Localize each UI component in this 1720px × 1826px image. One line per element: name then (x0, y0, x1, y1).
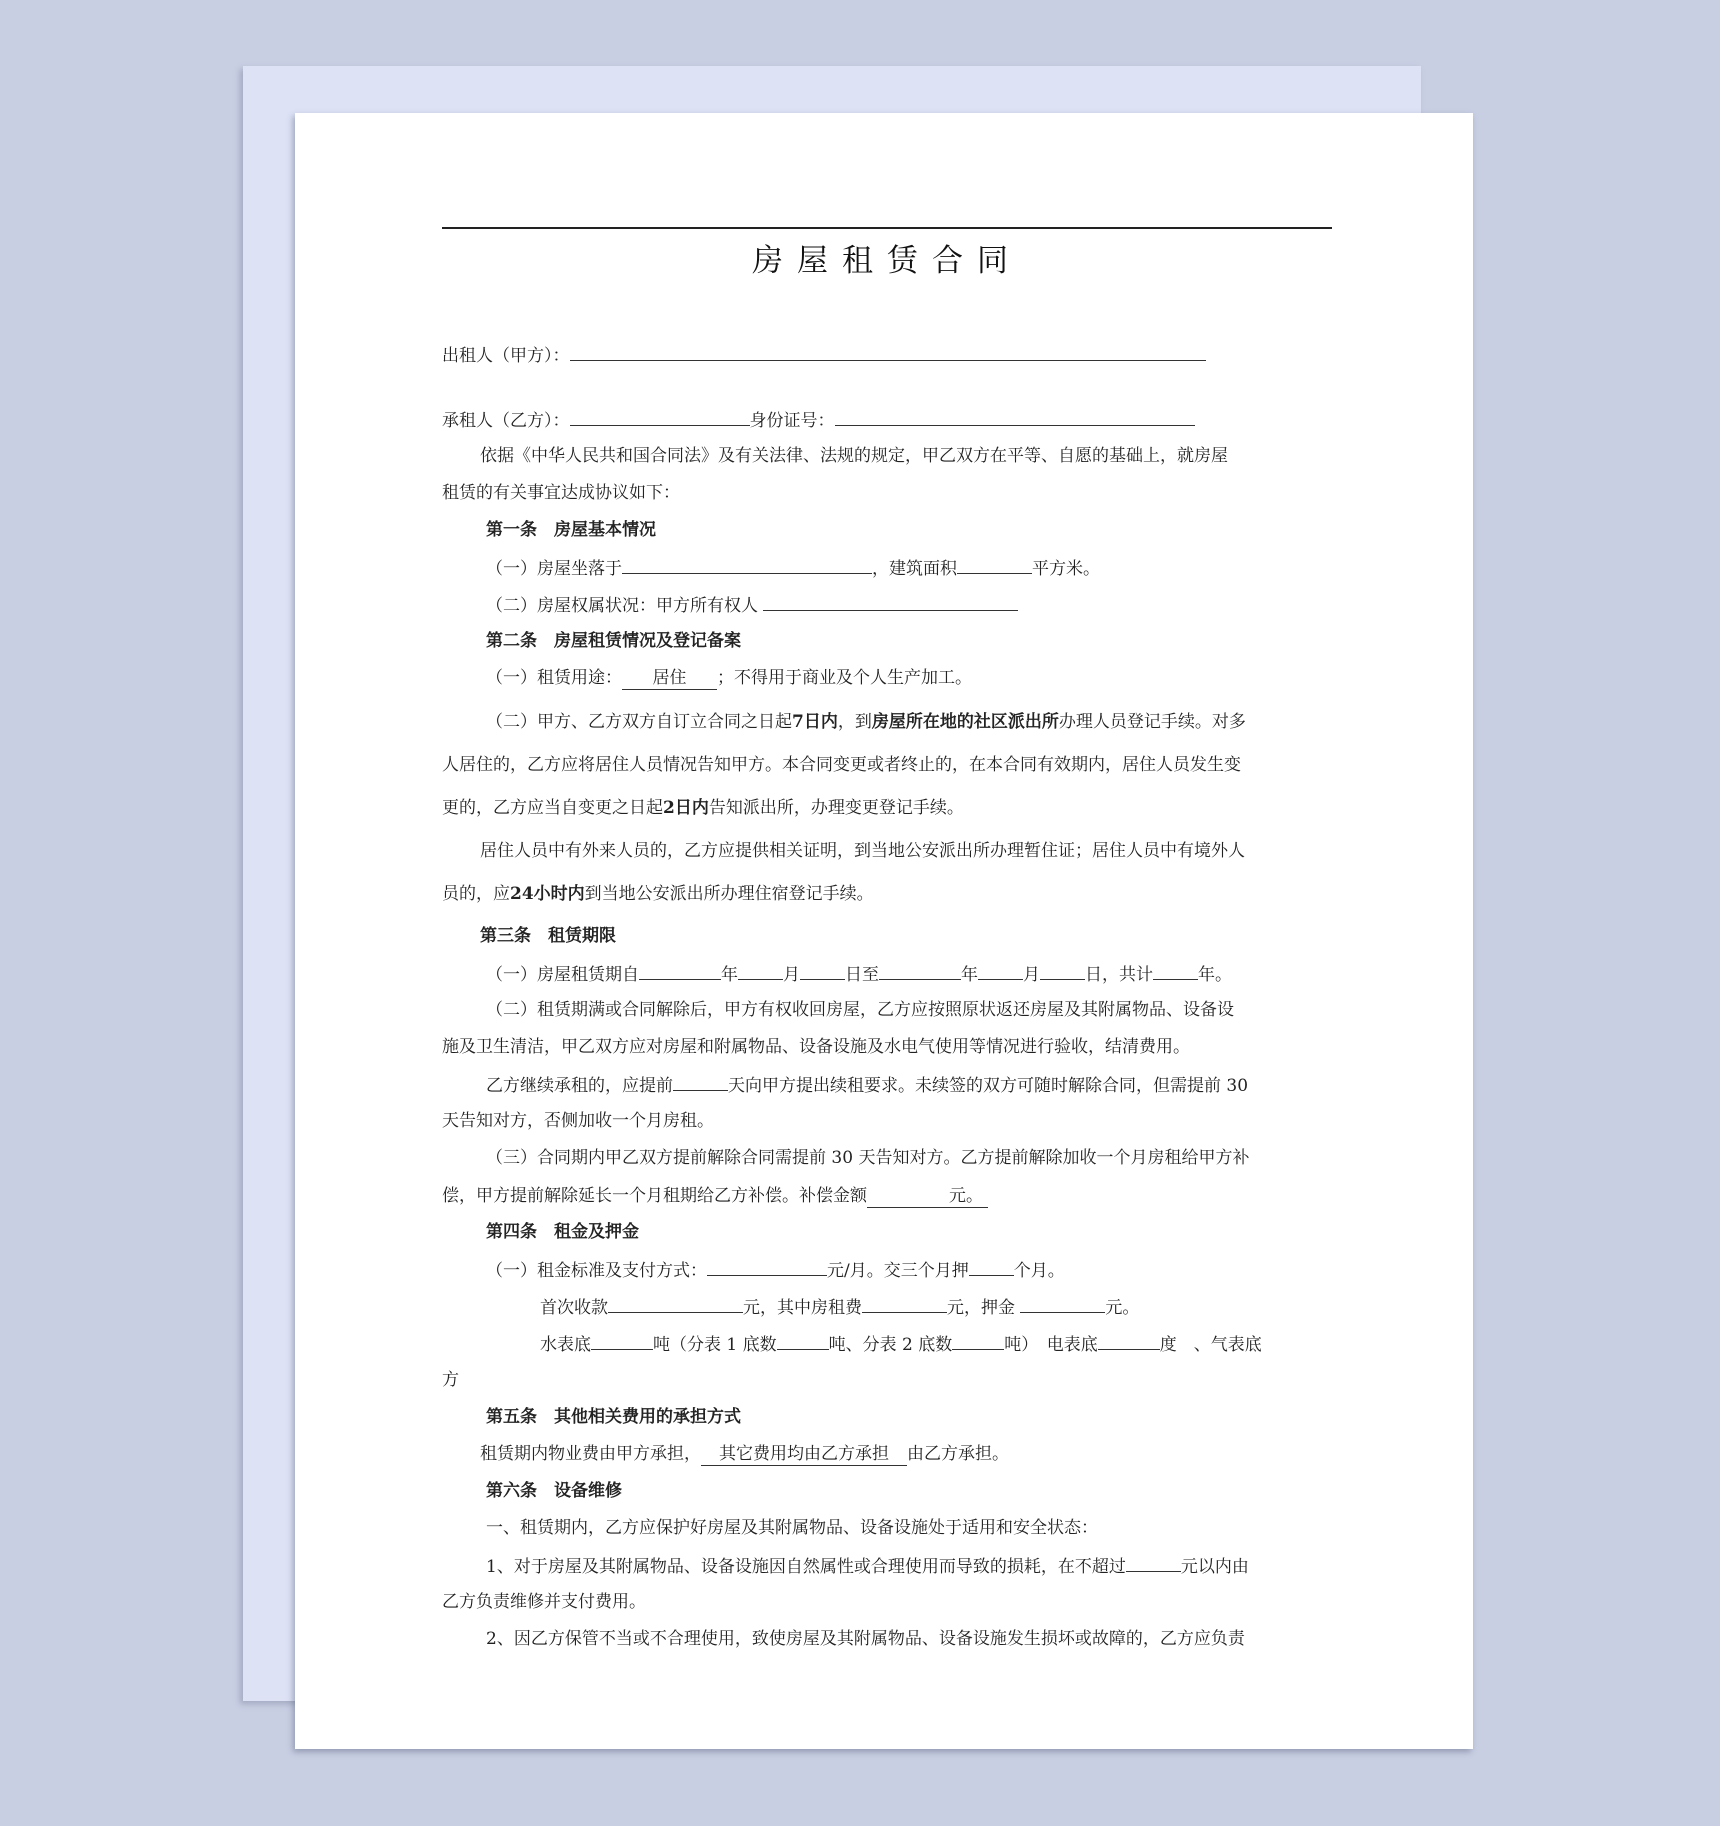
article-3-item-3-line-2: 偿，甲方提前解除延长一个月租期给乙方补偿。补偿金额 元。 (442, 1184, 988, 1208)
start-year-field[interactable] (639, 962, 721, 980)
owner-field[interactable] (763, 593, 1018, 611)
article-2-item-2-line-1: （二）甲方、乙方双方自订立合同之日起7日内，到房屋所在地的社区派出所办理人员登记手续。对多 (486, 712, 1246, 732)
preamble-line-1: 依据《中华人民共和国合同法》及有关法律、法规的规定，甲乙双方在平等、自愿的基础上，就房屋 (480, 446, 1228, 466)
article-3-renewal-line-2: 天告知对方，否侧加收一个月房租。 (442, 1111, 714, 1131)
building-area-field[interactable] (957, 556, 1032, 574)
article-4-gas-unit: 方 (442, 1370, 459, 1390)
title-top-rule (442, 227, 1332, 229)
sub-meter-2-field[interactable] (952, 1332, 1004, 1350)
other-fees-field[interactable]: 其它费用均由乙方承担 (701, 1443, 907, 1466)
article-3-renewal-line-1: 乙方继续承租的，应提前 天向甲方提出续租要求。未续签的双方可随时解除合同，但需提前 30 (486, 1073, 1248, 1097)
article-1-item-1: （一）房屋坐落于 ，建筑面积 平方米。 (486, 556, 1100, 580)
start-day-field[interactable] (800, 962, 845, 980)
article-6-sub-1-line-1: 1、对于房屋及其附属物品、设备设施因自然属性或合理使用而导致的损耗，在不超过 元以内由 (486, 1554, 1249, 1578)
lessor-row (442, 343, 1206, 367)
article-6-sub-2-line-1: 2、因乙方保管不当或不合理使用，致使房屋及其附属物品、设备设施发生损坏或故障的，乙方应负责 (486, 1629, 1245, 1649)
article-3-heading: 第三条 租赁期限 (480, 926, 616, 946)
article-3-item-2-line-2: 施及卫生清洁，甲乙双方应对房屋和附属物品、设备设施及水电气使用等情况进行验收，结清费用。 (442, 1037, 1190, 1057)
deposit-months-field[interactable] (969, 1258, 1014, 1276)
property-location-field[interactable] (622, 556, 872, 574)
total-years-field[interactable] (1153, 962, 1198, 980)
article-2-heading: 第二条 房屋租赁情况及登记备案 (486, 631, 741, 651)
lease-purpose-field[interactable]: 居住 (622, 667, 717, 690)
article-2-item-3-line-1: 居住人员中有外来人员的，乙方应提供相关证明，到当地公安派出所办理暂住证；居住人员中有境外人 (480, 841, 1245, 861)
deposit-amount-field[interactable] (1020, 1295, 1105, 1313)
electric-meter-field[interactable] (1098, 1332, 1160, 1350)
first-payment-field[interactable] (608, 1295, 743, 1313)
article-6-item-1: 一、租赁期内，乙方应保护好房屋及其附属物品、设备设施处于适用和安全状态： (486, 1518, 1098, 1538)
lessor-name-field[interactable] (570, 343, 1206, 361)
lessor-label: 出租人（甲方）： (442, 346, 570, 366)
article-4-meter-readings: 水表底 吨（分表 1 底数 吨、分表 2 底数 吨） 电表底 度 、气表底 (540, 1332, 1262, 1356)
article-1-heading: 第一条 房屋基本情况 (486, 520, 656, 540)
sub-meter-1-field[interactable] (777, 1332, 829, 1350)
rent-fee-field[interactable] (862, 1295, 947, 1313)
compensation-amount-field[interactable] (867, 1184, 949, 1201)
preamble-line-2: 租赁的有关事宜达成协议如下： (442, 483, 680, 503)
article-5-heading: 第五条 其他相关费用的承担方式 (486, 1407, 741, 1427)
repair-limit-field[interactable] (1126, 1554, 1181, 1572)
contract-page (295, 113, 1473, 1749)
article-4-first-payment: 首次收款 元，其中房租费 元，押金 元。 (540, 1295, 1139, 1319)
lessee-name-field[interactable] (570, 408, 750, 426)
article-6-heading: 第六条 设备维修 (486, 1481, 622, 1501)
lessee-label: 承租人（乙方）： (442, 411, 570, 431)
article-3-item-3-line-1: （三）合同期内甲乙双方提前解除合同需提前 30 天告知对方。乙方提前解除加收一个月房租给甲方补 (486, 1148, 1250, 1168)
end-day-field[interactable] (1040, 962, 1085, 980)
start-month-field[interactable] (738, 962, 783, 980)
water-meter-field[interactable] (591, 1332, 653, 1350)
id-number-field[interactable] (835, 408, 1195, 426)
article-2-item-3-line-2: 员的，应24小时内到当地公安派出所办理住宿登记手续。 (442, 884, 874, 904)
lessee-row (442, 408, 1195, 432)
end-year-field[interactable] (879, 962, 961, 980)
page-title: 房屋租赁合同 (752, 243, 1022, 279)
article-3-item-2-line-1: （二）租赁期满或合同解除后，甲方有权收回房屋，乙方应按照原状返还房屋及其附属物品、设备设 (486, 1000, 1234, 1020)
article-4-heading: 第四条 租金及押金 (486, 1222, 639, 1242)
article-1-item-2: （二）房屋权属状况：甲方所有权人 (486, 593, 1018, 617)
article-2-item-1: （一）租赁用途： 居住 ；不得用于商业及个人生产加工。 (486, 668, 972, 688)
monthly-rent-field[interactable] (707, 1258, 827, 1276)
article-5-text: 租赁期内物业费由甲方承担， 其它费用均由乙方承担 由乙方承担。 (480, 1444, 1009, 1464)
article-3-item-1: （一）房屋租赁期自 年 月 日至 年 月 日，共计 年。 (486, 962, 1232, 986)
article-2-item-2-line-3: 更的，乙方应当自变更之日起2日内告知派出所，办理变更登记手续。 (442, 798, 964, 818)
end-month-field[interactable] (978, 962, 1023, 980)
renewal-days-field[interactable] (673, 1073, 728, 1091)
id-label: 身份证号： (749, 411, 835, 431)
article-4-item-1: （一）租金标准及支付方式： 元/月。交三个月押 个月。 (486, 1258, 1065, 1282)
article-2-item-2-line-2: 人居住的，乙方应将居住人员情况告知甲方。本合同变更或者终止的，在本合同有效期内，居住人员发生变 (442, 755, 1241, 775)
article-6-sub-1-line-2: 乙方负责维修并支付费用。 (442, 1592, 646, 1612)
